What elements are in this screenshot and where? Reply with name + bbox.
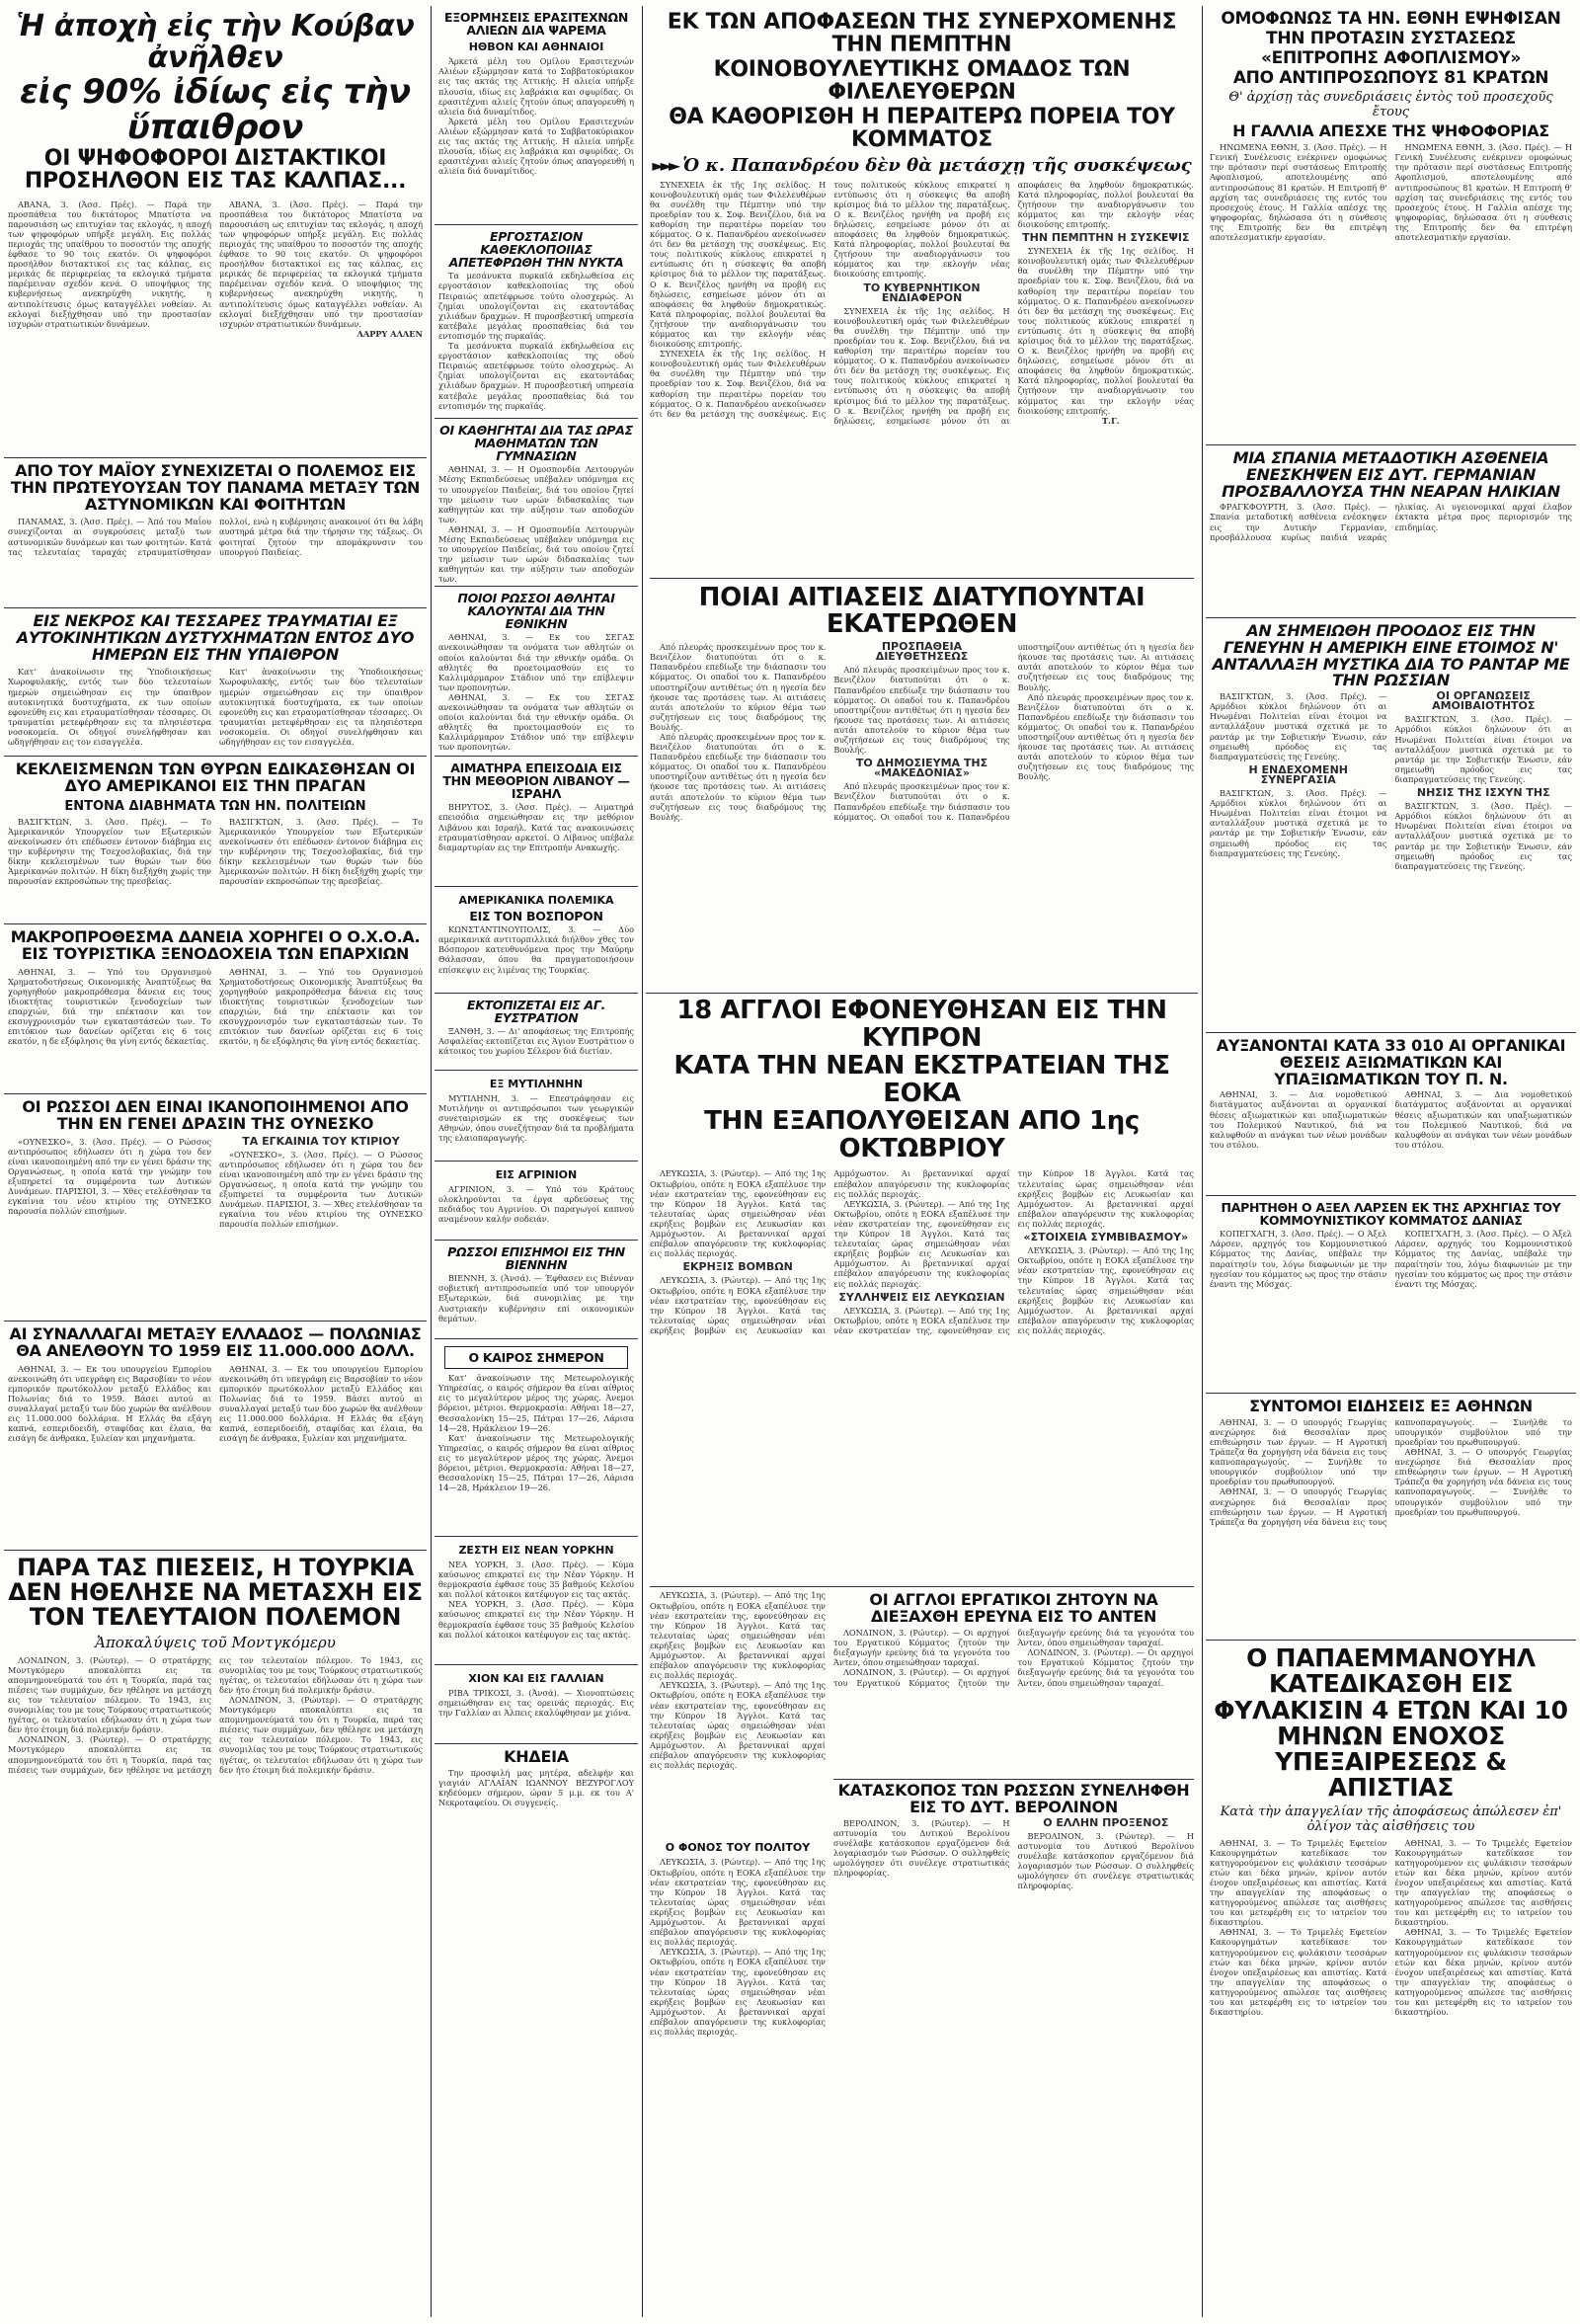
article-body: ΦΡΑΓΚΦΟΥΡΤΗ, 3. (Ἀσσ. Πρές). — Σπανία μεταδοτική ασθένεια ενέσκηψεν εις την Δυτικήν Γερμανίαν, προσβάλλουσα κυρίως παιδιά νεαράς ηλικίας. Αι υγειονομικαί αρχαί έλαβον έκτακτα μέτρα προς περιορισμόν της επιδημίας. bbox=[1210, 502, 1572, 542]
subheadline: ΗΘΒΟΝ ΚΑΙ ΑΘΗΝΑΙΟΙ bbox=[468, 40, 604, 54]
article-illness bbox=[1206, 445, 1576, 618]
headline: ΚΟΙΝΟΒΟΥΛΕΥΤΙΚΗΣ ΟΜΑΔΟΣ ΤΩΝ ΦΙΛΕΛΕΥΘΕΡΩΝ bbox=[713, 57, 1131, 106]
subheadline: ΤΗΝ ΠΕΜΠΤΗΝ Η ΣΥΣΚΕΨΙΣ bbox=[1022, 231, 1190, 245]
article-prague bbox=[4, 757, 427, 924]
headline: ΜΙΑ ΣΠΑΝΙΑ ΜΕΤΑΔΟΤΙΚΗ ΑΣΘΕΝΕΙΑ ΕΝΕΣΚΗΨΕΝ ΕΙΣ ΔΥΤ. ΓΕΡΜΑΝΙΑΝ ΠΡΟΣΒΑΛΛΟΥΣΑ ΤΗΝ ΝΕΑΡΑΝ ΗΛΙΚΙΑΝ bbox=[1222, 448, 1560, 501]
headline: ΟΙ ΡΩΣΣΟΙ ΔΕΝ ΕΙΝΑΙ ΙΚΑΝΟΠΟΙΗΜΕΝΟΙ ΑΠΟ ΤΗΝ ΕΝ ΓΕΝΕΙ ΔΡΑΣΙΝ ΤΗΣ ΟΥΝΕΣΚΟ bbox=[22, 1097, 409, 1133]
headline: ΑΙ ΣΥΝΑΛΛΑΓΑΙ ΜΕΤΑΞΥ ΕΛΛΑΔΟΣ — ΠΟΛΩΝΙΑΣ ΘΑ ΑΝΕΛΘΟΥΝ ΤΟ 1959 ΕΙΣ 11.000.000 ΔΟΛΛ. bbox=[9, 1324, 422, 1360]
article-body: ΑΓΡΙΝΙΟΝ, 3. — Υπό του Κράτους ολοκληρούνται τα έργα αρδεύσεως της πεδιάδος του Αγρινίου. Οι παραγωγοί καπνού αναμένουν καλήν σοδειάν. bbox=[438, 1184, 634, 1225]
headline: ΤΗΝ ΠΡΟΤΑΣΙΝ ΣΥΣΤΑΣΕΩΣ bbox=[1266, 28, 1516, 48]
article-body: ΛΟΝΔΙΝΟΝ, 3. (Ρώυτερ). — Ο στρατάρχης Μοντγκόμερυ αποκαλύπτει εις τα απομνημονεύματά του ότι η Τουρκία, παρά τας πιέσεις των συμμάχων, δεν ηθέλησε να μετάσχη εις τον τελευταίον πόλεμον. Το 1943, εις συνομιλίας του με τους Τούρκους στρατιωτικούς ηγέτας, οι τελευταίοι εδήλωσαν ότι η χώρα των δεν ήτο έτοιμη διά πολεμικήν δράσιν. ΛΟΝΔΙΝΟΝ, 3. (Ρώυτερ). — Ο στρατάρχης Μοντγκόμερυ αποκαλύπτει εις τα απομνημονεύματά του ότι η Τουρκία, παρά τας πιέσεις των συμμάχων, δεν ηθέλησε να μετάσχη εις τον τελευταίον πόλεμον. Το 1943, εις συνομιλίας του με τους Τούρκους στρατιωτικούς ηγέτας, οι τελευταίοι εδήλωσαν ότι η χώρα των δεν ήτο έτοιμη διά πολεμικήν δράσιν. ΛΟΝΔΙΝΟΝ, 3. (Ρώυτερ). — Ο στρατάρχης Μοντγκόμερυ αποκαλύπτει εις τα απομνημονεύματά του ότι η Τουρκία, παρά τας πιέσεις των συμμάχων, δεν ηθέλησε να μετάσχη εις τον τελευταίον πόλεμον. Το 1943, εις συνομιλίας του με τους Τούρκους στρατιωτικούς ηγέτας, οι τελευταίοι εδήλωσαν ότι η χώρα των δεν ήτο έτοιμη διά πολεμικήν δράσιν. bbox=[8, 1654, 423, 1775]
article-unesco bbox=[4, 1094, 427, 1322]
column-rule bbox=[431, 6, 432, 2317]
headline: ΖΕΣΤΗ ΕΙΣ ΝΕΑΝ ΥΟΡΚΗΝ bbox=[458, 1544, 614, 1557]
headline: «ΕΠΙΤΡΟΠΗΣ ΑΦΟΠΛΙΣΜΟΥ» bbox=[1260, 47, 1522, 68]
article-poland bbox=[4, 1322, 427, 1551]
article-body: ΗΝΩΜΕΝΑ ΕΘΝΗ, 3. (Ἀσσ. Πρές). — Η Γενική Συνέλευσις ενέκρινεν ομοφώνως την πρότασιν περί συστάσεως Επιτροπής Αφοπλισμού, αποτελουμένης από αντιπροσώπους 81 κρατών. Η Επιτροπή θ' αρχίση τας συνεδριάσεις της εντός του προσεχούς έτους. Η Γαλλία απέσχε της ψηφοφορίας, δηλώσασα ότι η σύνθεσις της Επιτροπής δεν θα επιτρέψη αποτελεσματικήν εργασίαν. ΗΝΩΜΕΝΑ ΕΘΝΗ, 3. (Ἀσσ. Πρές). — Η Γενική Συνέλευσις ενέκρινεν ομοφώνως την πρότασιν περί συστάσεως Επιτροπής Αφοπλισμού, αποτελουμένης από αντιπροσώπους 81 κρατών. Η Επιτροπή θ' αρχίση τας συνεδριάσεις της εντός του προσεχούς έτους. Η Γαλλία απέσχε της ψηφοφορίας, δηλώσασα ότι η σύνθεσις της Επιτροπής δεν θα επιτρέψη αποτελεσματικήν εργασίαν. bbox=[1210, 142, 1572, 243]
subheadline: ΤΟ ΔΗΜΟΣΙΕΥΜΑ ΤΗΣ «ΜΑΚΕΔΟΝΙΑΣ» bbox=[855, 757, 988, 780]
article-body: Από πλευράς προσκειμένων προς τον κ. Βενιζέλον διατυπούται ότι ο κ. Παπανδρέου επεδίωξε την διάσπασιν του κόμματος. Οι οπαδοί του κ. Παπανδρέου υποστηρίζουν αντιθέτως ότι η ηγεσία δεν ήκουσε τας προτάσεις των. Αι αιτιάσεις αυτάι αποτελούν το κύριον θέμα των συζητήσεων εις τους διαδρόμους της Βουλής. Από πλευράς προσκειμένων προς τον κ. Βενιζέλον διατυπούται ότι ο κ. Παπανδρέου επεδίωξε την διάσπασιν του κόμματος. Οι οπαδοί του κ. Παπανδρέου υποστηρίζουν αντιθέτως ότι η ηγεσία δεν ήκουσε τας προτάσεις των. Αι αιτιάσεις αυτάι αποτελούν το κύριον θέμα των συζητήσεων εις τους διαδρόμους της Βουλής. ΠΡΟΣΠΑΘΕΙΑ ΔΙΕΥΘΕΤΗΣΕΩΣ Από πλευράς προσκειμένων προς τον κ. Βενιζέλον διατυπούται ότι ο κ. Παπανδρέου επεδίωξε την διάσπασιν του κόμματος. Οι οπαδοί του κ. Παπανδρέου υποστηρίζουν αντιθέτως ότι η ηγεσία δεν ήκουσε τας προτάσεις των. Αι αιτιάσεις αυτάι αποτελούν το κύριον θέμα των συζητήσεων εις τους διαδρόμους της Βουλής. ΤΟ ΔΗΜΟΣΙΕΥΜΑ ΤΗΣ «ΜΑΚΕΔΟΝΙΑΣ» Από πλευράς προσκειμένων προς τον κ. Βενιζέλον διατυπούται ότι ο κ. Παπανδρέου επεδίωξε την διάσπασιν του κόμματος. Οι οπαδοί του κ. Παπανδρέου υποστηρίζουν αντιθέτως ότι η ηγεσία δεν ήκουσε τας προτάσεις των. Αι αιτιάσεις αυτάι αποτελούν το κύριον θέμα των συζητήσεων εις τους διαδρόμους της Βουλής. Από πλευράς προσκειμένων προς τον κ. Βενιζέλον διατυπούται ότι ο κ. Παπανδρέου επεδίωξε την διάσπασιν του κόμματος. Οι οπαδοί του κ. Παπανδρέου υποστηρίζουν αντιθέτως ότι η ηγεσία δεν ήκουσε τας προτάσεις των. Αι αιτιάσεις αυτάι αποτελούν το κύριον θέμα των συζητήσεων εις τους διαδρόμους της Βουλής. bbox=[650, 640, 1194, 822]
article-body: «ΟΥΝΕΣΚΟ», 3. (Ἀσσ. Πρές). — Ο Ρώσσος αντιπρόσωπος εδήλωσεν ότι η χώρα του δεν είναι ικανοποιημένη από την εν γένει δράσιν της Οργανώσεως, η οποία κατά την γνώμην του εξυπηρετεί τα συμφέροντα των Δυτικών Δυνάμεων. ΠΑΡΙΣΙΟΙ, 3. — Χθες ετελέσθησαν τα εγκαίνια του νέου κτιρίου της ΟΥΝΕΣΚΟ παρουσία πολλών επισήμων. ΤΑ ΕΓΚΑΙΝΙΑ ΤΟΥ ΚΤΙΡΙΟΥ «ΟΥΝΕΣΚΟ», 3. (Ἀσσ. Πρές). — Ο Ρώσσος αντιπρόσωπος εδήλωσεν ότι η χώρα του δεν είναι ικανοποιημένη από την εν γένει δράσιν της Οργανώσεως, η οποία κατά την γνώμην του εξυπηρετεί τα συμφέροντα των Δυτικών Δυνάμεων. ΠΑΡΙΣΙΟΙ, 3. — Χθες ετελέσθησαν τα εγκαίνια του νέου κτιρίου της ΟΥΝΕΣΚΟ παρουσία πολλών επισήμων. bbox=[8, 1134, 423, 1230]
headline: ΕΚ ΤΩΝ ΑΠΟΦΑΣΕΩΝ ΤΗΣ ΣΥΝΕΡΧΟΜΕΝΗΣ ΤΗΝ ΠΕΜΠΤΗΝ bbox=[667, 10, 1177, 58]
article-body: Ἀρκετά μέλη του Ομίλου Ερασιτεχνών Αλιέων εξώρμησαν κατά το Σαββατοκύριακον εις τας ακτάς της Αττικής. Η αλιεία υπήρξε πλουσία, ιδίως εις λαβράκια και σφυρίδας. Οι ερασιτέχναι αλιείς ζητούν όπως απαγορευθή η αλιεία διά δυναμίτιδος. Ἀρκετά μέλη του Ομίλου Ερασιτεχνών Αλιέων εξώρμησαν κατά το Σαββατοκύριακον εις τας ακτάς της Αττικής. Η αλιεία υπήρξε πλουσία, ιδίως εις λαβράκια και σφυρίδας. Οι ερασιτέχναι αλιείς ζητούν όπως απαγορευθή η αλιεία διά δυναμίτιδος. bbox=[438, 56, 634, 177]
headline: ΑΠΟ ΑΝΤΙΠΡΟΣΩΠΟΥΣ 81 ΚΡΑΤΩΝ bbox=[1232, 67, 1549, 88]
article-un-disarmament bbox=[1206, 6, 1576, 445]
column-3 bbox=[646, 6, 1198, 2315]
article-bosporus bbox=[434, 887, 638, 994]
article-body: ΑΘΗΝΑΙ, 3. — Ο υπουργός Γεωργίας ανεχώρησε διά Θεσσαλίαν προς επιθεώρησιν των έργων. — Η Αγροτική Τράπεζα θα χορηγήση νέα δάνεια εις τους καπνοπαραγωγούς. — Συνήλθε το υπουργικόν συμβούλιον υπό την προεδρίαν του πρωθυπουργού. ΑΘΗΝΑΙ, 3. — Ο υπουργός Γεωργίας ανεχώρησε διά Θεσσαλίαν προς επιθεώρησιν των έργων. — Η Αγροτική Τράπεζα θα χορηγήση νέα δάνεια εις τους καπνοπαραγωγούς. — Συνήλθε το υπουργικόν συμβούλιον υπό την προεδρίαν του πρωθυπουργού. ΑΘΗΝΑΙ, 3. — Ο υπουργός Γεωργίας ανεχώρησε διά Θεσσαλίαν προς επιθεώρησιν των έργων. — Η Αγροτική Τράπεζα θα χορηγήση νέα δάνεια εις τους καπνοπαραγωγούς. — Συνήλθε το υπουργικόν συμβούλιον υπό την προεδρίαν του πρωθυπουργού. bbox=[1210, 1416, 1572, 1527]
article-turkey bbox=[4, 1551, 427, 2104]
article-loans bbox=[4, 924, 427, 1094]
article-body: ΑΘΗΝΑΙ, 3. — Η Ομοσπονδία Λειτουργών Μέσης Εκπαιδεύσεως υπέβαλεν υπόμνημα εις το υπουργείον Παιδείας, διά του οποίου ζητεί την μείωσιν των ωρών διδασκαλίας των καθηγητών και την αύξησιν των αποδοχών των. ΑΘΗΝΑΙ, 3. — Η Ομοσπονδία Λειτουργών Μέσης Εκπαιδεύσεως υπέβαλεν υπόμνημα εις το υπουργείον Παιδείας, διά του οποίου ζητεί την μείωσιν των ωρών διδασκαλίας των καθηγητών και την αύξησιν των αποδοχών των. bbox=[438, 464, 634, 585]
article-navy-posts bbox=[1206, 1033, 1576, 1196]
article-body: ΠΑΝΑΜΑΣ, 3. (Ἀσσ. Πρές). — Ἀπό του Μαΐου συνεχίζονται αι συγκρούσεις μεταξύ των αστυνομικών δυνάμεων και των φοιτητών. Κατά τας τελευταίας ταραχάς ετραυματίσθησαν πολλοί, ενώ η κυβέρνησις ανακοινοί ότι θα λάβη αυστηρά μέτρα διά την τήρησιν της τάξεως. Οι φοιτηταί ζητούν την απομάκρυνσιν του υπουργού Παιδείας. bbox=[8, 517, 423, 557]
headline: ΚΑΤΑ ΤΗΝ ΝΕΑΝ ΕΚΣΤΡΑΤΕΙΑΝ ΤΗΣ ΕΟΚΑ bbox=[673, 1051, 1170, 1109]
headline: ΠΟΙΑΙ ΑΙΤΙΑΣΕΙΣ ΔΙΑΤΥΠΟΥΝΤΑΙ ΕΚΑΤΕΡΩΘΕΝ bbox=[698, 582, 1146, 639]
headline: Ο ΚΑΙΡΟΣ ΣΗΜΕΡΟΝ bbox=[468, 1350, 604, 1365]
article-body: ΑΘΗΝΑΙ, 3. — Το Τριμελές Εφετείον Κακουργημάτων κατεδίκασε τον κατηγορούμενον εις φυλάκισιν τεσσάρων ετών και δέκα μηνών, κρίνον αυτόν ένοχον υπεξαιρέσεως και απιστίας. Κατά την απαγγελίαν της αποφάσεως ο κατηγορούμενος απώλεσε τας αισθήσεις του και μετεφέρθη εις το ιατρείον του δικαστηρίου. ΑΘΗΝΑΙ, 3. — Το Τριμελές Εφετείον Κακουργημάτων κατεδίκασε τον κατηγορούμενον εις φυλάκισιν τεσσάρων ετών και δέκα μηνών, κρίνον αυτόν ένοχον υπεξαιρέσεως και απιστίας. Κατά την απαγγελίαν της αποφάσεως ο κατηγορούμενος απώλεσε τας αισθήσεις του και μετεφέρθη εις το ιατρείον του δικαστηρίου. ΑΘΗΝΑΙ, 3. — Το Τριμελές Εφετείον Κακουργημάτων κατεδίκασε τον κατηγορούμενον εις φυλάκισιν τεσσάρων ετών και δέκα μηνών, κρίνον αυτόν ένοχον υπεξαιρέσεως και απιστίας. Κατά την απαγγελίαν της αποφάσεως ο κατηγορούμενος απώλεσε τας αισθήσεις του και μετεφέρθη εις το ιατρείον του δικαστηρίου. ΑΘΗΝΑΙ, 3. — Το Τριμελές Εφετείον Κακουργημάτων κατεδίκασε τον κατηγορούμενον εις φυλάκισιν τεσσάρων ετών και δέκα μηνών, κρίνον αυτόν ένοχον υπεξαιρέσεως και απιστίας. Κατά την απαγγελίαν της αποφάσεως ο κατηγορούμενος απώλεσε τας αισθήσεις του και μετεφέρθη εις το ιατρείον του δικαστηρίου. bbox=[1210, 1837, 1572, 2018]
deck: Θ' ἀρχίσῃ τὰς συνεδριάσεις ἐντὸς τοῦ προσεχοῦς ἔτους bbox=[1228, 90, 1553, 120]
article-body: ΒΙΕΝΝΗ, 3. (Ἀνσά). — Έφθασεν εις Βιένναν σοβιετική αντιπροσωπεία υπό τον υπουργόν Εξωτερικών, διά συνομιλίας με την Αυστριακήν κυβέρνησιν επί οικονομικών θεμάτων. bbox=[438, 1273, 634, 1323]
article-body: Την προσφιλή μας μητέρα, αδελφήν και γιαγιάν ΑΓΛΑΪΑΝ ΙΩΑΝΝΟΥ ΒΕΖΥΡΟΓΛΟΥ κηδεύομεν σήμερον, ώραν 5 μ.μ. εκ του Α' Νεκροταφείου. Οι συγγενείς. bbox=[438, 1767, 634, 1808]
subheadline: «ΣΤΟΙΧΕΙΑ ΣΥΜΒΙΒΑΣΜΟΥ» bbox=[1023, 1231, 1189, 1244]
article-body: ΚΟΠΕΓΧΑΓΗ, 3. (Ἀσσ. Πρές). — Ο Άξελ Λάρσεν, αρχηγός του Κομμουνιστικού Κόμματος της Δανίας, υπέβαλε την παραίτησίν του, λόγω διαφωνιών με την ηγεσίαν του κόμματος ως προς την στάσιν έναντι της Μόσχας. ΚΟΠΕΓΧΑΓΗ, 3. (Ἀσσ. Πρές). — Ο Άξελ Λάρσεν, αρχηγός του Κομμουνιστικού Κόμματος της Δανίας, υπέβαλε την παραίτησίν του, λόγω διαφωνιών με την ηγεσίαν του κόμματος ως προς την στάσιν έναντι της Μόσχας. bbox=[1210, 1229, 1572, 1289]
headline: ΕΞ ΜΥΤΙΛΗΝΗΝ bbox=[489, 1078, 584, 1090]
headline: ΘΑ ΚΑΘΟΡΙΣΘΗ Η ΠΕΡΑΙΤΕΡΩ ΠΟΡΕΙΑ ΤΟΥ ΚΟΜΜΑΤΟΣ bbox=[669, 105, 1175, 153]
headline: ΣΥΝΤΟΜΟΙ ΕΙΔΗΣΕΙΣ ΕΞ ΑΘΗΝΩΝ bbox=[1249, 1397, 1533, 1415]
headline: Ἡ ἀποχὴ εἰς τὴν Κούβαν ἀνῆλθεν bbox=[16, 9, 415, 75]
funeral-notice bbox=[434, 1744, 638, 1902]
article-body: ΛΕΥΚΩΣΙΑ, 3. (Ρώυτερ). — Από της 1ης Οκτωβρίου, οπότε η ΕΟΚΑ εξαπέλυσε την νέαν εκστρατείαν της, εφονεύθησαν εις την Κύπρον 18 Άγγλοι. Κατά τας τελευταίας ώρας σημειώθησαν νέαι εκρήξεις βομβών εις Λευκωσίαν και Αμμόχωστον. Αι βρεταννικαί αρχαί επέβαλον απαγόρευσιν της κυκλοφορίας εις πολλάς περιοχάς. ΕΚΡΗΞΙΣ ΒΟΜΒΩΝ ΛΕΥΚΩΣΙΑ, 3. (Ρώυτερ). — Από της 1ης Οκτωβρίου, οπότε η ΕΟΚΑ εξαπέλυσε την νέαν εκστρατείαν της, εφονεύθησαν εις την Κύπρον 18 Άγγλοι. Κατά τας τελευταίας ώρας σημειώθησαν νέαι εκρήξεις βομβών εις Λευκωσίαν και Αμμόχωστον. Αι βρεταννικαί αρχαί επέβαλον απαγόρευσιν της κυκλοφορίας εις πολλάς περιοχάς. ΛΕΥΚΩΣΙΑ, 3. (Ρώυτερ). — Από της 1ης Οκτωβρίου, οπότε η ΕΟΚΑ εξαπέλυσε την νέαν εκστρατείαν της, εφονεύθησαν εις την Κύπρον 18 Άγγλοι. Κατά τας τελευταίας ώρας σημειώθησαν νέαι εκρήξεις βομβών εις Λευκωσίαν και Αμμόχωστον. Αι βρεταννικαί αρχαί επέβαλον απαγόρευσιν της κυκλοφορίας εις πολλάς περιοχάς. ΣΥΛΛΗΨΕΙΣ ΕΙΣ ΛΕΥΚΩΣΙΑΝ ΛΕΥΚΩΣΙΑ, 3. (Ρώυτερ). — Από της 1ης Οκτωβρίου, οπότε η ΕΟΚΑ εξαπέλυσε την νέαν εκστρατείαν της, εφονεύθησαν εις την Κύπρον 18 Άγγλοι. Κατά τας τελευταίας ώρας σημειώθησαν νέαι εκρήξεις βομβών εις Λευκωσίαν και Αμμόχωστον. Αι βρεταννικαί αρχαί επέβαλον απαγόρευσιν της κυκλοφορίας εις πολλάς περιοχάς. «ΣΤΟΙΧΕΙΑ ΣΥΜΒΙΒΑΣΜΟΥ» ΛΕΥΚΩΣΙΑ, 3. (Ρώυτερ). — Από της 1ης Οκτωβρίου, οπότε η ΕΟΚΑ εξαπέλυσε την νέαν εκστρατείαν της, εφονεύθησαν εις την Κύπρον 18 Άγγλοι. Κατά τας τελευταίας ώρας σημειώθησαν νέαι εκρήξεις βομβών εις Λευκωσίαν και Αμμόχωστον. Αι βρεταννικαί αρχαί επέβαλον απαγόρευσιν της κυκλοφορίας εις πολλάς περιοχάς. bbox=[650, 1168, 1194, 1335]
subheadline: Η ΓΑΛΛΙΑ ΑΠΕΣΧΕ ΤΗΣ ΨΗΦΟΦΟΡΙΑΣ bbox=[1232, 121, 1549, 141]
subheadline: ΟΙ ΟΡΓΑΝΩΣΕΙΣ ΑΜΟΙΒΑΙΟΤΗΤΟΣ bbox=[1432, 689, 1536, 713]
headline: ΑΝ ΣΗΜΕΙΩΘΗ ΠΡΟΟΔΟΣ ΕΙΣ ΤΗΝ ΓΕΝΕΥΗΝ Η ΑΜΕΡΙΚΗ ΕΙΝΕ ΕΤΟΙΜΟΣ Ν' ΑΝΤΑΛΛΑΞΗ ΜΥΣΤΙΚΑ ΔΙΑ ΤΟ ΡΑΝΤΑΡ ΜΕ ΤΗΝ ΡΩΣΣΙΑΝ bbox=[1212, 621, 1570, 690]
article-lebanon bbox=[434, 757, 638, 887]
subheadline: Ο ΦΟΝΟΣ ΤΟΥ ΠΟΛΙΤΟΥ bbox=[665, 1841, 811, 1855]
subheadline: ΟΙ ΨΗΦΟΦΟΡΟΙ ΔΙΣΤΑΚΤΙΚΟΙ ΠΡΟΣΗΛΘΟΝ ΕΙΣ ΤΑΣ ΚΑΛΠΑΣ... bbox=[24, 146, 407, 195]
article-agrinio bbox=[434, 1162, 638, 1241]
headline: ΡΩΣΣΟΙ ΕΠΙΣΗΜΟΙ ΕΙΣ ΤΗΝ ΒΙΕΝΝΗΝ bbox=[447, 1244, 625, 1273]
article-cuba bbox=[4, 6, 427, 458]
headline: ΚΑΤΑΣΚΟΠΟΣ ΤΩΝ ΡΩΣΣΩΝ ΣΥΝΕΛΗΦΘΗ ΕΙΣ ΤΟ ΔΥΤ. ΒΕΡΟΛΙΝΟΝ bbox=[837, 1781, 1190, 1816]
article-snow bbox=[434, 1665, 638, 1744]
byline: ΛΑΡΡΥ ΑΛΛΕΝ bbox=[356, 328, 423, 339]
article-mytilene bbox=[434, 1071, 638, 1162]
article-body: ΑΘΗΝΑΙ, 3. — Δια νομοθετικού διατάγματος αυξάνονται αι οργανικαί θέσεις αξιωματικών και υπαξιωματικών του Πολεμικού Ναυτικού, διά να καλυφθούν αι ανάγκαι των νέων μονάδων του στόλου. ΑΘΗΝΑΙ, 3. — Δια νομοθετικού διατάγματος αυξάνονται αι οργανικαί θέσεις αξιωματικών και υπαξιωματικών του Πολεμικού Ναυτικού, διά να καλυφθούν αι ανάγκαι των νέων μονάδων του στόλου. bbox=[1210, 1089, 1572, 1150]
article-body: ΒΕΡΟΛΙΝΟΝ, 3. (Ρώυτερ). — Η αστυνομία του Δυτικού Βερολίνου συνέλαβε κατάσκοπον εργαζόμενον διά λογαριασμόν των Ρώσσων. Ο συλληφθείς ωμολόγησεν ότι συνέλεγε στρατιωτικάς πληροφορίας. Ο ΕΛΛΗΝ ΠΡΟΞΕΝΟΣ ΒΕΡΟΛΙΝΟΝ, 3. (Ρώυτερ). — Η αστυνομία του Δυτικού Βερολίνου συνέλαβε κατάσκοπον εργαζόμενον διά λογαριασμόν των Ρώσσων. Ο συλληφθείς ωμολόγησεν ότι συνέλεγε στρατιωτικάς πληροφορίας. bbox=[833, 1815, 1194, 1891]
article-fishing bbox=[434, 6, 638, 225]
column-rule bbox=[1202, 6, 1203, 2317]
headline: ΟΙ ΑΓΓΛΟΙ ΕΡΓΑΤΙΚΟΙ ΖΗΤΟΥΝ ΝΑ ΔΙΕΞΑΧΘΗ ΕΡΕΥΝΑ ΕΙΣ ΤΟ ΑΝΤΕΝ bbox=[869, 1590, 1158, 1627]
column-rule bbox=[642, 6, 643, 2317]
article-body: Τα μεσάνυκτα πυρκαϊά εκδηλωθείσα εις εργοστάσιον καθεκλοποιίας της οδού Πειραιώς απετέφρωσε τούτο ολοσχερώς. Αι ζημίαι υπολογίζονται εις εκατοντάδας χιλιάδων δραχμών. Η πυροσβεστική υπηρεσία κατέβαλε μεγάλας προσπαθείας διά τον εντοπισμόν της πυρκαϊάς. Τα μεσάνυκτα πυρκαϊά εκδηλωθείσα εις εργοστάσιον καθεκλοποιίας της οδού Πειραιώς απετέφρωσε τούτο ολοσχερώς. Αι ζημίαι υπολογίζονται εις εκατοντάδας χιλιάδων δραχμών. Η πυροσβεστική υπηρεσία κατέβαλε μεγάλας προσπαθείας διά τον εντοπισμόν της πυρκαϊάς. bbox=[438, 271, 634, 411]
article-teachers bbox=[434, 419, 638, 587]
subheadline: Ο ΕΛΛΗΝ ΠΡΟΞΕΝΟΣ bbox=[1043, 1815, 1169, 1829]
headline: ΑΙΜΑΤΗΡΑ ΕΠΕΙΣΟΔΙΑ ΕΙΣ ΤΗΝ ΜΕΘΟΡΙΟΝ ΛΙΒΑΝΟΥ — ΙΣΡΑΗΛ bbox=[442, 761, 630, 802]
headline: ΕΙΣ ΑΓΡΙΝΙΟΝ bbox=[495, 1168, 578, 1181]
article-liberals bbox=[646, 6, 1198, 994]
headline: ΠΑΡΑ ΤΑΣ ΠΙΕΣΕΙΣ, Η ΤΟΥΡΚΙΑ ΔΕΝ ΗΘΕΛΗΣΕ ΝΑ ΜΕΤΑΣΧΗ ΕΙΣ ΤΟΝ ΤΕΛΕΥΤΑΙΟΝ ΠΟΛΕΜΟΝ bbox=[8, 1554, 423, 1632]
column-2 bbox=[434, 6, 638, 1902]
article-body: ΛΕΥΚΩΣΙΑ, 3. (Ρώυτερ). — Από της 1ης Οκτωβρίου, οπότε η ΕΟΚΑ εξαπέλυσε την νέαν εκστρατείαν της, εφονεύθησαν εις την Κύπρον 18 Άγγλοι. Κατά τας τελευταίας ώρας σημειώθησαν νέαι εκρήξεις βομβών εις Λευκωσίαν και Αμμόχωστον. Αι βρεταννικαί αρχαί επέβαλον απαγόρευσιν της κυκλοφορίας εις πολλάς περιοχάς. ΛΕΥΚΩΣΙΑ, 3. (Ρώυτερ). — Από της 1ης Οκτωβρίου, οπότε η ΕΟΚΑ εξαπέλυσε την νέαν εκστρατείαν της, εφονεύθησαν εις την Κύπρον 18 Άγγλοι. Κατά τας τελευταίας ώρας σημειώθησαν νέαι εκρήξεις βομβών εις Λευκωσίαν και Αμμόχωστον. Αι βρεταννικαί αρχαί επέβαλον απαγόρευσιν της κυκλοφορίας εις πολλάς περιοχάς. bbox=[650, 1590, 826, 1771]
article-body: Κατ' ἀνακοίνωσιν της Μετεωρολογικής Υπηρεσίας, ο καιρός σήμερον θα είναι αίθριος εις το μεγαλύτερον μέρος της χώρας. Άνεμοι βόρειοι, μέτριοι. Θερμοκρασία: Αθήναι 18—27, Θεσσαλονίκη 15—25, Πάτραι 17—26, Λάρισα 14—28, Ηράκλειον 19—26. Κατ' ἀνακοίνωσιν της Μετεωρολογικής Υπηρεσίας, ο καιρός σήμερον θα είναι αίθριος εις το μεγαλύτερον μέρος της χώρας. Άνεμοι βόρειοι, μέτριοι. Θερμοκρασία: Αθήναι 18—27, Θεσσαλονίκη 15—25, Πάτραι 17—26, Λάρισα 14—28, Ηράκλειον 19—26. bbox=[438, 1373, 634, 1493]
article-vienna bbox=[434, 1241, 638, 1339]
subheadline: Η ΕΝΔΕΧΟΜΕΝΗ ΣΥΝΕΡΓΑΣΙΑ bbox=[1248, 762, 1348, 786]
headline: ΑΠΟ ΤΟΥ ΜΑΪΟΥ ΣΥΝΕΧΙΖΕΤΑΙ Ο ΠΟΛΕΜΟΣ ΕΙΣ ΤΗΝ ΠΡΩΤΕΥΟΥΣΑΝ ΤΟΥ ΠΑΝΑΜΑ ΜΕΤΑΞΥ ΤΩΝ ΑΣΤΥΝΟΜΙΚΩΝ ΚΑΙ ΦΟΙΤΗΤΩΝ bbox=[10, 461, 421, 514]
article-cyprus bbox=[646, 994, 1198, 2315]
headline: ΕΙΣ ΤΟΝ ΒΟΣΠΟΡΟΝ bbox=[469, 909, 603, 923]
headline: ΕΙΣ ΝΕΚΡΟΣ ΚΑΙ ΤΕΣΣΑΡΕΣ ΤΡΑΥΜΑΤΙΑΙ ΕΞ ΑΥΤΟΚΙΝΗΤΙΚΩΝ ΔΥΣΤΥΧΗΜΑΤΩΝ ΕΝΤΟΣ ΔΥΟ ΗΜΕΡΩΝ ΕΙΣ ΤΗΝ ΥΠΑΙΘΡΟΝ bbox=[16, 611, 415, 664]
article-radar bbox=[1206, 618, 1576, 1033]
article-body: ΑΒΑΝΑ, 3. (Ἀσσ. Πρές). — Παρά την προσπάθεια του δικτάτορος Μπατίστα να παρουσιάση ως επιτυχίαν τας εκλογάς, η αποχή των ψηφοφόρων υπήρξε μεγάλη. Εις πολλάς περιοχάς της υπαίθρου το ποσοστόν της αποχής έφθασε το 90 τοις εκατόν. Οι ψηφοφόροι προσήλθον διστακτικοί εις τας κάλπας, εις μερικάς δε περιφερείας τα εκλογικά τμήματα παρέμειναν σχεδόν κενά. Ο υποψήφιος της κυβερνήσεως ανεκηρύχθη νικητής, η αντιπολίτευσις όμως καταγγέλλει νοθείαν. Αι εκλογαί διεξήχθησαν υπό την προστασίαν ισχυρών στρατιωτικών δυνάμεων. ΑΒΑΝΑ, 3. (Ἀσσ. Πρές). — Παρά την προσπάθεια του δικτάτορος Μπατίστα να παρουσιάση ως επιτυχίαν τας εκλογάς, η αποχή των ψηφοφόρων υπήρξε μεγάλη. Εις πολλάς περιοχάς της υπαίθρου το ποσοστόν της αποχής έφθασε το 90 τοις εκατόν. Οι ψηφοφόροι προσήλθον διστακτικοί εις τας κάλπας, εις μερικάς δε περιφερείας τα εκλογικά τμήματα παρέμειναν σχεδόν κενά. Ο υποψήφιος της κυβερνήσεως ανεκηρύχθη νικητής, η αντιπολίτευσις όμως καταγγέλλει νοθείαν. Αι εκλογαί διεξήχθησαν υπό την προστασίαν ισχυρών στρατιωτικών δυνάμεων. ΛΑΡΡΥ ΑΛΛΕΝ bbox=[8, 199, 423, 339]
article-body: ΜΥΤΙΛΗΝΗ, 3. — Επεστράφησαν εις Μυτιλήνην οι αντιπρόσωποι των γεωργικών συνεταιρισμών εκ της συσκέψεως των Αθηνών, όπου συνεζήτησαν διά τα προβλήματα της ελαιοπαραγωγής. bbox=[438, 1093, 634, 1144]
article-body: ΞΑΝΘΗ, 3. — Δι' αποφάσεως της Επιτροπής Ασφαλείας εκτοπίζεται εις Άγιον Ευστράτιον ο κάτοικος του χωρίου Σέλερον διά διετίαν. bbox=[438, 1026, 634, 1057]
subheadline: ΤΟ ΚΥΒΕΡΝΗΤΙΚΟΝ ΕΝΔΙΑΦΕΡΟΝ bbox=[863, 280, 981, 304]
deck: Ἀποκαλύψεις τοῦ Μοντγκόμερυ bbox=[95, 1633, 336, 1651]
article-verdict bbox=[1206, 1641, 1576, 2307]
subheadline: ΣΥΛΛΗΨΕΙΣ ΕΙΣ ΛΕΥΚΩΣΙΑΝ bbox=[838, 1290, 1005, 1304]
article-body: ΒΑΣΙΓΚΤΩΝ, 3. (Ἀσσ. Πρές). — Αρμόδιοι κύκλοι δηλώνουν ότι αι Ηνωμέναι Πολιτείαι είναι έτοιμοι να ανταλλάξουν μυστικά σχετικά με το ραντάρ με την Σοβιετικήν Ένωσιν, εάν σημειωθή πρόοδος εις τας διαπραγματεύσεις της Γενεύης. Η ΕΝΔΕΧΟΜΕΝΗ ΣΥΝΕΡΓΑΣΙΑ ΒΑΣΙΓΚΤΩΝ, 3. (Ἀσσ. Πρές). — Αρμόδιοι κύκλοι δηλώνουν ότι αι Ηνωμέναι Πολιτείαι είναι έτοιμοι να ανταλλάξουν μυστικά σχετικά με το ραντάρ με την Σοβιετικήν Ένωσιν, εάν σημειωθή πρόοδος εις τας διαπραγματεύσεις της Γενεύης. ΟΙ ΟΡΓΑΝΩΣΕΙΣ ΑΜΟΙΒΑΙΟΤΗΤΟΣ ΒΑΣΙΓΚΤΩΝ, 3. (Ἀσσ. Πρές). — Αρμόδιοι κύκλοι δηλώνουν ότι αι Ηνωμέναι Πολιτείαι είναι έτοιμοι να ανταλλάξουν μυστικά σχετικά με το ραντάρ με την Σοβιετικήν Ένωσιν, εάν σημειωθή πρόοδος εις τας διαπραγματεύσεις της Γενεύης. ΝΗΣΙΣ ΤΗΣ ΙΣΧΥΝ ΤΗΣ ΒΑΣΙΓΚΤΩΝ, 3. (Ἀσσ. Πρές). — Αρμόδιοι κύκλοι δηλώνουν ότι αι Ηνωμέναι Πολιτείαι είναι έτοιμοι να ανταλλάξουν μυστικά σχετικά με το ραντάρ με την Σοβιετικήν Ένωσιν, εάν σημειωθή πρόοδος εις τας διαπραγματεύσεις της Γενεύης. bbox=[1210, 689, 1572, 871]
deck: Κατὰ τὴν ἀπαγγελίαν τῆς ἀποφάσεως ἀπώλεσεν ἐπ' ὀλίγον τὰς αἰσθήσεις του bbox=[1220, 1803, 1562, 1834]
subheadline: ΠΡΟΣΠΑΘΕΙΑ ΔΙΕΥΘΕΤΗΣΕΩΣ bbox=[875, 640, 969, 664]
headline: ΕΚΤΟΠΙΖΕΤΑΙ ΕΙΣ ΑΓ. ΕΥΣΤΡΑΤΙΟΝ bbox=[466, 998, 606, 1026]
article-panama bbox=[4, 458, 427, 608]
column-1 bbox=[4, 6, 427, 2104]
headline: ΧΙΟΝ ΚΑΙ ΕΙΣ ΓΑΛΛΙΑΝ bbox=[468, 1672, 604, 1685]
column-4 bbox=[1206, 6, 1576, 2307]
headline: ΟΙ ΚΑΘΗΓΗΤΑΙ ΔΙΑ ΤΑΣ ΩΡΑΣ ΜΑΘΗΜΑΤΩΝ ΤΩΝ ΓΥΜΝΑΣΙΩΝ bbox=[439, 423, 633, 464]
article-weather bbox=[434, 1339, 638, 1537]
headline: 18 ΑΓΓΛΟΙ ΕΦΟΝΕΥΘΗΣΑΝ ΕΙΣ ΤΗΝ ΚΥΠΡΟΝ bbox=[676, 996, 1167, 1054]
article-body: ΡΙΒΑ ΤΡΙΚΟΣΙ, 3. (Ἀνσά). — Χιονοπτώσεις σημειώθησαν εις τας ορεινάς περιοχάς. Εις την Γαλλίαν αι Άλπεις εκαλύφθησαν με χιόνα. bbox=[438, 1688, 634, 1719]
article-short-news bbox=[1206, 1394, 1576, 1641]
headline: ΚΗΔΕΙΑ bbox=[504, 1747, 569, 1766]
subheadline: ΕΚΡΗΞΙΣ ΒΟΜΒΩΝ bbox=[682, 1260, 793, 1274]
article-body: Κατ' ἀνακοίνωσιν της Ὑποδιοικήσεως Χωροφυλακής, εντός των δύο τελευταίων ημερών σημειώθησαν εις την ύπαιθρον αυτοκινητικά δυστυχήματα, εκ των οποίων εφονεύθη εις και ετραυματίσθησαν τέσσαρες. Οι τραυματίαι μετεφέρθησαν εις τα πλησιέστερα νοσοκομεία. Οι οδηγοί συνελήφθησαν και ωδηγήθησαν εις τον εισαγγελέα. Κατ' ἀνακοίνωσιν της Ὑποδιοικήσεως Χωροφυλακής, εντός των δύο τελευταίων ημερών σημειώθησαν εις την ύπαιθρον αυτοκινητικά δυστυχήματα, εκ των οποίων εφονεύθη εις και ετραυματίσθησαν τέσσαρες. Οι τραυματίαι μετεφέρθησαν εις τα πλησιέστερα νοσοκομεία. Οι οδηγοί συνελήφθησαν και ωδηγήθησαν εις τον εισαγγελέα. bbox=[8, 667, 423, 748]
article-body: ΒΑΣΙΓΚΤΩΝ, 3. (Ἀσσ. Πρές). — Το Ἀμερικανικόν Υπουργείον των Εξωτερικών ανεκοίνωσεν ότι επέδωσεν έντονον διάβημα εις την κυβέρνησιν της Τσεχοσλοβακίας, διά την δίκην κεκλεισμένων των θυρών των δύο Ἀμερικανών πολιτών. Η δίκη διεξήχθη χωρίς την παρουσίαν εκπροσώπων της πρεσβείας. ΒΑΣΙΓΚΤΩΝ, 3. (Ἀσσ. Πρές). — Το Ἀμερικανικόν Υπουργείον των Εξωτερικών ανεκοίνωσεν ότι επέδωσεν έντονον διάβημα εις την κυβέρνησιν της Τσεχοσλοβακίας, διά την δίκην κεκλεισμένων των θυρών των δύο Ἀμερικανών πολιτών. Η δίκη διεξήχθη χωρίς την παρουσίαν εκπροσώπων της πρεσβείας. bbox=[8, 816, 423, 887]
article-body: ΒΗΡΥΤΟΣ, 3. (Ἀσσ. Πρές). — Αιματηρά επεισόδια σημειώθησαν εις την μεθόριον Λιβάνου και Ισραήλ. Κατά τας ανακοινώσεις ετραυματίσθησαν αρκετοί. Ο Λίβανος υπέβαλε διαμαρτυρίαν εις την Επιτροπήν Ανακωχής. bbox=[438, 802, 634, 852]
subheadline: ΤΑ ΕΓΚΑΙΝΙΑ ΤΟΥ ΚΤΙΡΙΟΥ bbox=[242, 1134, 400, 1148]
subheadline: ΕΝΤΟΝΑ ΔΙΑΒΗΜΑΤΑ ΤΩΝ ΗΝ. ΠΟΛΙΤΕΙΩΝ bbox=[64, 798, 366, 814]
article-factory bbox=[434, 225, 638, 419]
article-body: ΑΘΗΝΑΙ, 3. — Υπό του Οργανισμού Χρηματοδοτήσεως Οικονομικής Ἀναπτύξεως θα χορηγηθούν μακροπρόθεσμα δάνεια εις τους ιδιοκτήτας τουριστικών ξενοδοχείων των επαρχιών, διά την επέκτασιν και τον εκσυγχρονισμόν των εγκαταστάσεών των. Το επιτόκιον των δανείων ορίζεται εις 6 τοις εκατόν, η δε εξόφλησις θα γίνη εντός δεκαετίας. ΑΘΗΝΑΙ, 3. — Υπό του Οργανισμού Χρηματοδοτήσεως Οικονομικής Ἀναπτύξεως θα χορηγηθούν μακροπρόθεσμα δάνεια εις τους ιδιοκτήτας τουριστικών ξενοδοχείων των επαρχιών, διά την επέκτασιν και τον εκσυγχρονισμόν των εγκαταστάσεών των. Το επιτόκιον των δανείων ορίζεται εις 6 τοις εκατόν, η δε εξόφλησις θα γίνη εντός δεκαετίας. bbox=[8, 966, 423, 1047]
headline: Ο ΠΑΠΑΕΜΜΑΝΟΥΗΛ ΚΑΤΕΔΙΚΑΣΘΗ ΕΙΣ ΦΥΛΑΚΙΣΙΝ 4 ΕΤΩΝ ΚΑΙ 10 ΜΗΝΩΝ ΕΝΟΧΟΣ ΥΠΕΞΑΙΡΕΣΕΩΣ & ΑΠΙΣΤΙΑΣ bbox=[1214, 1643, 1568, 1803]
article-body: ΚΩΝΣΤΑΝΤΙΝΟΥΠΟΛΙΣ, 3. — Δύο αμερικανικά αντιτορπιλλικά διήλθον χθες τον Βόσπορον κατευθυνόμενα προς την Μαύρην Θάλασσαν, όπου θα πραγματοποιήσουν επίσκεψιν εις λιμένας της Τουρκίας. bbox=[438, 924, 634, 975]
article-exile bbox=[434, 994, 638, 1071]
signature: Τ.Γ. bbox=[1102, 415, 1120, 426]
headline: ΕΞΟΡΜΗΣΕΙΣ ΕΡΑΣΙΤΕΧΝΩΝ ΑΛΙΕΩΝ ΔΙΑ ΨΑΡΕΜΑ bbox=[444, 10, 628, 39]
headline: ΚΕΚΛΕΙΣΜΕΝΩΝ ΤΩΝ ΘΥΡΩΝ ΕΔΙΚΑΣΘΗΣΑΝ ΟΙ ΔΥΟ ΑΜΕΡΙΚΑΝΟΙ ΕΙΣ ΤΗΝ ΠΡΑΓΑΝ bbox=[15, 760, 416, 795]
article-accidents bbox=[4, 608, 427, 757]
kicker: ΑΜΕΡΙΚΑΝΙΚΑ ΠΟΛΕΜΙΚΑ bbox=[458, 894, 614, 907]
headline: ΠΟΙΟΙ ΡΩΣΣΟΙ ΑΘΛΗΤΑΙ ΚΑΛΟΥΝΤΑΙ ΔΙΑ ΤΗΝ ΕΘΝΙΚΗΝ bbox=[457, 591, 615, 632]
article-newyork bbox=[434, 1537, 638, 1665]
headline: ΤΗΝ ΕΞΑΠΟΛΥΘΕΙΣΑΝ ΑΠΟ 1ης ΟΚΤΩΒΡΙΟΥ bbox=[704, 1106, 1140, 1164]
arrow-icon: ►►► bbox=[652, 155, 677, 175]
article-body: ΛΕΥΚΩΣΙΑ, 3. (Ρώυτερ). — Από της 1ης Οκτωβρίου, οπότε η ΕΟΚΑ εξαπέλυσε την νέαν εκστρατείαν της, εφονεύθησαν εις την Κύπρον 18 Άγγλοι. Κατά τας τελευταίας ώρας σημειώθησαν νέαι εκρήξεις βομβών εις Λευκωσίαν και Αμμόχωστον. Αι βρεταννικαί αρχαί επέβαλον απαγόρευσιν της κυκλοφορίας εις πολλάς περιοχάς. ΛΕΥΚΩΣΙΑ, 3. (Ρώυτερ). — Από της 1ης Οκτωβρίου, οπότε η ΕΟΚΑ εξαπέλυσε την νέαν εκστρατείαν της, εφονεύθησαν εις την Κύπρον 18 Άγγλοι. Κατά τας τελευταίας ώρας σημειώθησαν νέαι εκρήξεις βομβών εις Λευκωσίαν και Αμμόχωστον. Αι βρεταννικαί αρχαί επέβαλον απαγόρευσιν της κυκλοφορίας εις πολλάς περιοχάς. bbox=[650, 1857, 826, 2038]
article-athletes bbox=[434, 587, 638, 757]
headline: ΠΑΡΗΤΗΘΗ Ο ΑΞΕΛ ΛΑΡΣΕΝ ΕΚ ΤΗΣ ΑΡΧΗΓΙΑΣ ΤΟΥ ΚΟΜΜΟΥΝΙΣΤΙΚΟΥ ΚΟΜΜΑΤΟΣ ΔΑΝΙΑΣ bbox=[1221, 1200, 1561, 1229]
headline: ΟΜΟΦΩΝΩΣ ΤΑ ΗΝ. ΕΘΝΗ ΕΨΗΦΙΣΑΝ bbox=[1221, 9, 1561, 29]
headline: εἰς 90% ἰδίως εἰς τὴν ὕπαιθρον bbox=[20, 72, 411, 147]
headline: ΕΡΓΟΣΤΑΣΙΟΝ ΚΑΘΕΚΛΟΠΟΙΙΑΣ ΑΠΕΤΕΦΡΩΘΗ ΤΗΝ ΝΥΚΤΑ bbox=[448, 229, 624, 271]
headline: ΜΑΚΡΟΠΡΟΘΕΣΜΑ ΔΑΝΕΙΑ ΧΟΡΗΓΕΙ Ο Ο.Χ.Ο.Α. ΕΙΣ ΤΟΥΡΙΣΤΙΚΑ ΞΕΝΟΔΟΧΕΙΑ ΤΩΝ ΕΠΑΡΧΙΩΝ bbox=[10, 927, 421, 963]
subheadline: ΝΗΣΙΣ ΤΗΣ ΙΣΧΥΝ ΤΗΣ bbox=[1416, 786, 1550, 800]
article-body: ΣΥΝΕΧΕΙΑ ἐκ τῆς 1ης σελίδος. Η κοινοβουλευτική ομάς των Φιλελευθέρων θα συνέλθη την Πέμπτην υπό την προεδρίαν του κ. Σοφ. Βενιζέλου, διά να καθορίση την περαιτέρω πορείαν του κόμματος. Ο κ. Παπανδρέου ανεκοίνωσεν ότι δεν θα μετάσχη της συσκέψεως. Εις τους πολιτικούς κύκλους επικρατεί η εντύπωσις ότι η σύσκεψις θα αποβή κρίσιμος διά το μέλλον της παρατάξεως. Ο κ. Βενιζέλος ηρνήθη να προβή εις δηλώσεις, εσημείωσε μόνον ότι αι αποφάσεις θα ληφθούν δημοκρατικώς. Κατά πληροφορίας, πολλοί βουλευταί θα ζητήσουν την αναδιοργάνωσιν του κόμματος και την εκλογήν νέας διοικούσης επιτροπής. ΣΥΝΕΧΕΙΑ ἐκ τῆς 1ης σελίδος. Η κοινοβουλευτική ομάς των Φιλελευθέρων θα συνέλθη την Πέμπτην υπό την προεδρίαν του κ. Σοφ. Βενιζέλου, διά να καθορίση την περαιτέρω πορείαν του κόμματος. Ο κ. Παπανδρέου ανεκοίνωσεν ότι δεν θα μετάσχη της συσκέψεως. Εις τους πολιτικούς κύκλους επικρατεί η εντύπωσις ότι η σύσκεψις θα αποβή κρίσιμος διά το μέλλον της παρατάξεως. Ο κ. Βενιζέλος ηρνήθη να προβή εις δηλώσεις, εσημείωσε μόνον ότι αι αποφάσεις θα ληφθούν δημοκρατικώς. Κατά πληροφορίας, πολλοί βουλευταί θα ζητήσουν την αναδιοργάνωσιν του κόμματος και την εκλογήν νέας διοικούσης επιτροπής. ΤΟ ΚΥΒΕΡΝΗΤΙΚΟΝ ΕΝΔΙΑΦΕΡΟΝ ΣΥΝΕΧΕΙΑ ἐκ τῆς 1ης σελίδος. Η κοινοβουλευτική ομάς των Φιλελευθέρων θα συνέλθη την Πέμπτην υπό την προεδρίαν του κ. Σοφ. Βενιζέλου, διά να καθορίση την περαιτέρω πορείαν του κόμματος. Ο κ. Παπανδρέου ανεκοίνωσεν ότι δεν θα μετάσχη της συσκέψεως. Εις τους πολιτικούς κύκλους επικρατεί η εντύπωσις ότι η σύσκεψις θα αποβή κρίσιμος διά το μέλλον της παρατάξεως. Ο κ. Βενιζέλος ηρνήθη να προβή εις δηλώσεις, εσημείωσε μόνον ότι αι αποφάσεις θα ληφθούν δημοκρατικώς. Κατά πληροφορίας, πολλοί βουλευταί θα ζητήσουν την αναδιοργάνωσιν του κόμματος και την εκλογήν νέας διοικούσης επιτροπής. ΤΗΝ ΠΕΜΠΤΗΝ Η ΣΥΣΚΕΨΙΣ ΣΥΝΕΧΕΙΑ ἐκ τῆς 1ης σελίδος. Η κοινοβουλευτική ομάς των Φιλελευθέρων θα συνέλθη την Πέμπτην υπό την προεδρίαν του κ. Σοφ. Βενιζέλου, διά να καθορίση την περαιτέρω πορείαν του κόμματος. Ο κ. Παπανδρέου ανεκοίνωσεν ότι δεν θα μετάσχη της συσκέψεως. Εις τους πολιτικούς κύκλους επικρατεί η εντύπωσις ότι η σύσκεψις θα αποβή κρίσιμος διά το μέλλον της παρατάξεως. Ο κ. Βενιζέλος ηρνήθη να προβή εις δηλώσεις, εσημείωσε μόνον ότι αι αποφάσεις θα ληφθούν δημοκρατικώς. Κατά πληροφορίας, πολλοί βουλευταί θα ζητήσουν την αναδιοργάνωσιν του κόμματος και την εκλογήν νέας διοικούσης επιτροπής. Τ.Γ. bbox=[650, 179, 1194, 426]
headline: ΑΥΞΑΝΟΝΤΑΙ ΚΑΤΑ 33 010 ΑΙ ΟΡΓΑΝΙΚΑΙ ΘΕΣΕΙΣ ΑΞΙΩΜΑΤΙΚΩΝ ΚΑΙ ΥΠΑΞΙΩΜΑΤΙΚΩΝ ΤΟΥ Π. Ν. bbox=[1216, 1036, 1566, 1088]
article-body: ΝΕΑ ΥΟΡΚΗ, 3. (Ἀσσ. Πρές). — Κύμα καύσωνος επικρατεί εις την Νέαν Υόρκην. Η θερμοκρασία έφθασε τους 35 βαθμούς Κελσίου και πολλοί κάτοικοι κατέφυγον εις τας ακτάς. ΝΕΑ ΥΟΡΚΗ, 3. (Ἀσσ. Πρές). — Κύμα καύσωνος επικρατεί εις την Νέαν Υόρκην. Η θερμοκρασία έφθασε τους 35 βαθμούς Κελσίου και πολλοί κάτοικοι κατέφυγον εις τας ακτάς. bbox=[438, 1560, 634, 1640]
article-body: ΑΘΗΝΑΙ, 3. — Εκ του ΣΕΓΑΣ ανεκοινώθησαν τα ονόματα των αθλητών οι οποίοι καλούνται διά την εθνικήν ομάδα. Οι αθλητές θα προετοιμασθούν εις το Καλλιμάρμαρον Στάδιον υπό την επίβλεψιν των προπονητών. ΑΘΗΝΑΙ, 3. — Εκ του ΣΕΓΑΣ ανεκοινώθησαν τα ονόματα των αθλητών οι οποίοι καλούνται διά την εθνικήν ομάδα. Οι αθλητές θα προετοιμασθούν εις το Καλλιμάρμαρον Στάδιον υπό την επίβλεψιν των προπονητών. bbox=[438, 632, 634, 753]
article-larsen bbox=[1206, 1196, 1576, 1394]
article-body: ΛΟΝΔΙΝΟΝ, 3. (Ρώυτερ). — Οι αρχηγοί του Εργατικού Κόμματος ζητούν την διεξαγωγήν ερεύνης διά τα γεγονότα του Άντεν, όπου σημειώθησαν ταραχαί. ΛΟΝΔΙΝΟΝ, 3. (Ρώυτερ). — Οι αρχηγοί του Εργατικού Κόμματος ζητούν την διεξαγωγήν ερεύνης διά τα γεγονότα του Άντεν, όπου σημειώθησαν ταραχαί. ΛΟΝΔΙΝΟΝ, 3. (Ρώυτερ). — Οι αρχηγοί του Εργατικού Κόμματος ζητούν την διεξαγωγήν ερεύνης διά τα γεγονότα του Άντεν, όπου σημειώθησαν ταραχαί. bbox=[833, 1628, 1194, 1688]
article-body: ΑΘΗΝΑΙ, 3. — Εκ του υπουργείου Εμπορίου ανεκοινώθη ότι υπεγράφη εις Βαρσοβίαν το νέον εμπορικόν πρωτόκολλον μεταξύ Ελλάδος και Πολωνίας διά το 1959. Βάσει αυτού αι συναλλαγαί μεταξύ των δύο χωρών θα ανέλθουν εις 11.000.000 δολλάρια. Η Ελλάς θα εξάγη καπνά, εσπεριδοειδή, σταφίδας και έλαια, θα εισάγη δε άνθρακα, ξυλείαν και μηχανήματα. ΑΘΗΝΑΙ, 3. — Εκ του υπουργείου Εμπορίου ανεκοινώθη ότι υπεγράφη εις Βαρσοβίαν το νέον εμπορικόν πρωτόκολλον μεταξύ Ελλάδος και Πολωνίας διά το 1959. Βάσει αυτού αι συναλλαγαί μεταξύ των δύο χωρών θα ανέλθουν εις 11.000.000 δολλάρια. Η Ελλάς θα εξάγη καπνά, εσπεριδοειδή, σταφίδας και έλαια, θα εισάγη δε άνθρακα, ξυλείαν και μηχανήματα. bbox=[8, 1363, 423, 1444]
deck: ►►► Ὁ κ. Παπανδρέου δὲν θὰ μετάσχῃ τῆς συσκέψεως bbox=[652, 154, 1192, 176]
